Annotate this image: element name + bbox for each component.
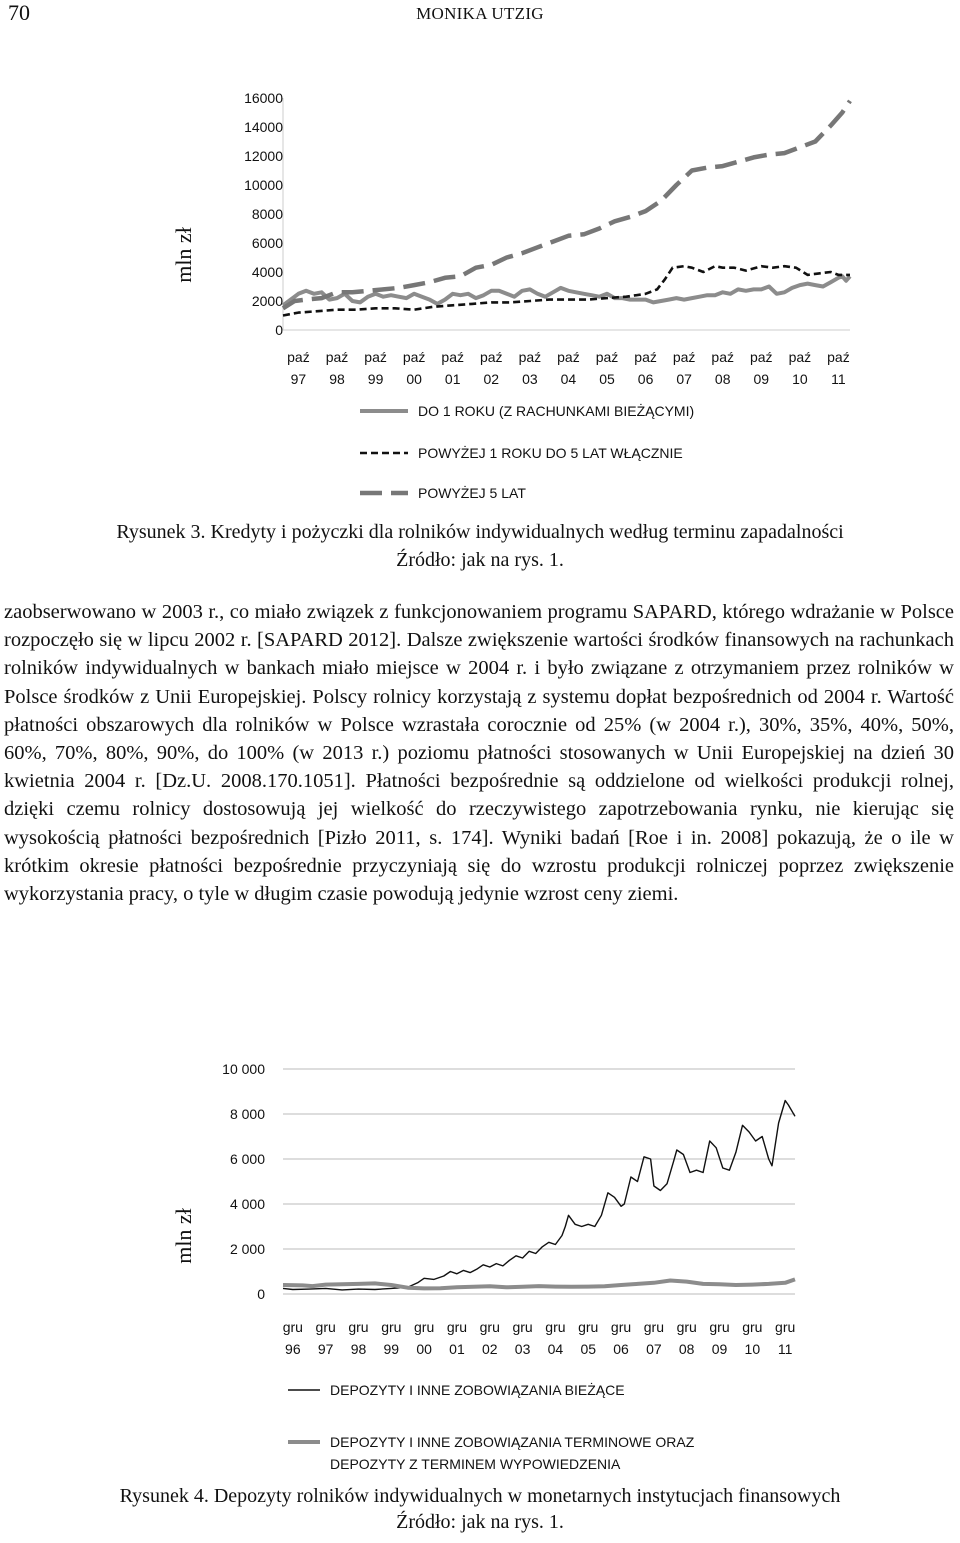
c1-x-tick-month: paź	[479, 349, 503, 365]
figure3-caption: Rysunek 3. Kredyty i pożyczki dla rolników indywidualnych według terminu zapadalności	[116, 521, 844, 543]
c1-x-tick-month: paź	[441, 349, 465, 365]
c2-x-tick-month: gru	[512, 1319, 533, 1335]
c2-x-tick-year: 09	[711, 1341, 728, 1357]
c2-x-tick-year: 11	[777, 1341, 793, 1357]
c1-y-tick-label: 8000	[251, 206, 283, 222]
c2-x-tick-month: gru	[742, 1319, 763, 1335]
c2-x-tick-month: gru	[282, 1319, 303, 1335]
c1-x-tick-month: paź	[287, 349, 310, 365]
c1-x-tick-year: 98	[329, 371, 345, 387]
figure4-y-axis-title: mln zł	[171, 1208, 196, 1264]
c1-legend-label-2: POWYŻEJ 1 ROKU DO 5 LAT WŁĄCZNIE	[418, 445, 683, 461]
c2-y-tick-label: 8 000	[229, 1106, 265, 1122]
c1-x-tick-year: 10	[792, 371, 808, 387]
c1-legend-label-3: POWYŻEJ 5 LAT	[418, 485, 526, 501]
c2-x-tick-month: gru	[545, 1319, 566, 1335]
figure3-y-axis-title: mln zł	[171, 227, 196, 283]
c1-y-tick-label: 16000	[244, 90, 283, 106]
c2-x-tick-month: gru	[676, 1319, 697, 1335]
c1-x-tick-year: 09	[753, 371, 770, 387]
c1-x-tick-month: paź	[634, 349, 657, 365]
c1-legend-label-1: DO 1 ROKU (Z RACHUNKAMI BIEŻĄCYMI)	[418, 403, 695, 419]
c2-x-tick-year: 02	[481, 1341, 498, 1357]
body-paragraph	[4, 598, 954, 908]
c1-x-tick-year: 03	[522, 371, 538, 387]
c2-y-tick-label: 2 000	[229, 1241, 265, 1257]
c1-x-tick-year: 07	[676, 371, 692, 387]
c1-x-tick-month: paź	[788, 349, 812, 365]
c2-x-tick-month: gru	[610, 1319, 632, 1335]
c1-y-tick-label: 2000	[251, 293, 283, 309]
c2-x-tick-month: gru	[446, 1319, 468, 1335]
c1-x-tick-year: 11	[831, 371, 846, 387]
c2-x-tick-year: 04	[547, 1341, 564, 1357]
c2-x-tick-year: 97	[317, 1341, 334, 1357]
running-header-author: MONIKA UTZIG	[416, 4, 544, 23]
c1-x-tick-year: 05	[599, 371, 615, 387]
c1-x-tick-month: paź	[518, 349, 542, 365]
c2-x-tick-year: 96	[285, 1341, 301, 1357]
c2-x-tick-year: 06	[613, 1341, 629, 1357]
c2-x-tick-month: gru	[315, 1319, 336, 1335]
c2-y-tick-label: 4 000	[229, 1196, 265, 1212]
figure3-source: Źródło: jak na rys. 1.	[396, 549, 564, 571]
c1-x-tick-year: 06	[637, 371, 654, 387]
c1-series-line-3	[283, 101, 850, 308]
c1-y-tick-label: 0	[275, 322, 283, 338]
c2-x-tick-month: gru	[709, 1319, 730, 1335]
c1-x-tick-month: paź	[672, 349, 696, 365]
c2-x-tick-year: 05	[580, 1341, 597, 1357]
figure4-caption: Rysunek 4. Depozyty rolników indywidualnych w monetarnych instytucjach finansowych	[119, 1485, 841, 1507]
c1-x-tick-month: paź	[595, 349, 619, 365]
c1-x-tick-month: paź	[557, 349, 580, 365]
c2-legend-label-2: DEPOZYTY I INNE ZOBOWIĄZANIA TERMINOWE ORAZ DEPOZYTY Z TERMINEM WYPOWIEDZENIA	[330, 1434, 695, 1472]
c1-y-tick-label: 6000	[251, 235, 283, 251]
figure3-chart	[0, 80, 960, 510]
figure4-chart	[0, 1050, 960, 1480]
c1-x-tick-month: paź	[325, 349, 349, 365]
c2-y-tick-label: 6 000	[229, 1151, 265, 1167]
c1-x-tick-year: 97	[290, 371, 307, 387]
c2-x-tick-year: 10	[744, 1341, 761, 1357]
c1-x-tick-year: 00	[406, 371, 422, 387]
page-number: 70	[8, 0, 30, 25]
body-paragraph-text: zaobserwowano w 2003 r., co miało związek z funkcjonowaniem programu SAPARD, którego wdrażanie w Polsce rozpoczęło się w lipcu 2002 r. [SAPARD 2012]. Dalsze zwiększenie wartości środków finansowych na rachunkach rolników indywidualnych w bankach miało miejsce w 2004 r. i było związane z otrzymaniem przez rolników w Polsce środków z Unii Europejskiej. Polscy rolnicy korzystają z systemu dopłat bezpośrednich od 2004 r. Wartość płatności obszarowych dla rolników w Polsce wzrastała corocznie od 25% (w 2004 r.), 30%, 35%, 40%, 50%, 60%, 70%, 80%, 90%, do 100% (w 2013 r.) poziomu płatności stosowanych w Unii Europejskiej na dzień 30 kwietnia 2004 r. [Dz.U. 2008.170.1051]. Płatności bezpośrednie są oddzielone od wielkości produkcji rolnej, dzięki czemu rolnicy dostosowują jej wielkość do rzeczywistego zapotrzebowania rynku, nie kierując się wysokością płatności bezpośrednich [Pizło 2011, s. 174]. Wyniki badań [Roe i in. 2008] pokazują, że o ile w krótkim okresie płatności bezpośrednie przyczyniają się do wzrostu produkcji rolniczej poprzez zwiększenie wykorzystania pracy, o tyle w długim czasie powodują jedynie wzrost ceny ziemi.	[4, 601, 954, 906]
c2-x-tick-year: 01	[449, 1341, 465, 1357]
c1-x-tick-month: paź	[711, 349, 735, 365]
c2-x-tick-month: gru	[479, 1319, 500, 1335]
c2-series-line-2	[283, 1279, 795, 1288]
c1-x-tick-year: 08	[714, 371, 731, 387]
c2-x-tick-year: 99	[383, 1341, 400, 1357]
c1-y-tick-label: 14000	[244, 119, 283, 135]
c1-x-tick-year: 99	[367, 371, 384, 387]
c2-y-tick-label: 0	[257, 1286, 265, 1302]
c1-y-tick-label: 10000	[244, 177, 283, 193]
c2-x-tick-year: 98	[350, 1341, 367, 1357]
c2-legend-label-1: DEPOZYTY I INNE ZOBOWIĄZANIA BIEŻĄCE	[330, 1382, 625, 1398]
c1-y-tick-label: 12000	[244, 148, 283, 164]
c1-x-tick-year: 04	[560, 371, 577, 387]
c2-x-tick-year: 07	[646, 1341, 662, 1357]
c1-x-tick-month: paź	[364, 349, 387, 365]
c1-x-tick-year: 01	[444, 371, 461, 387]
c2-x-tick-year: 00	[416, 1341, 432, 1357]
c2-y-tick-label: 10 000	[222, 1061, 265, 1077]
c1-x-tick-month: paź	[402, 349, 426, 365]
c2-x-tick-month: gru	[348, 1319, 369, 1335]
c2-x-tick-month: gru	[578, 1319, 599, 1335]
c1-y-tick-label: 4000	[251, 264, 283, 280]
c2-x-tick-month: gru	[414, 1319, 435, 1335]
c2-x-tick-year: 08	[678, 1341, 695, 1357]
c2-x-tick-year: 03	[514, 1341, 531, 1357]
c1-x-tick-year: 02	[483, 371, 500, 387]
figure4-source: Źródło: jak na rys. 1.	[396, 1511, 564, 1533]
c1-x-tick-month: paź	[749, 349, 773, 365]
c2-x-tick-month: gru	[775, 1319, 796, 1335]
c1-x-tick-month: paź	[827, 349, 850, 365]
c1-series-line-1	[283, 276, 850, 305]
c2-series-line-1	[283, 1101, 795, 1290]
c2-x-tick-month: gru	[643, 1319, 664, 1335]
c2-x-tick-month: gru	[381, 1319, 402, 1335]
